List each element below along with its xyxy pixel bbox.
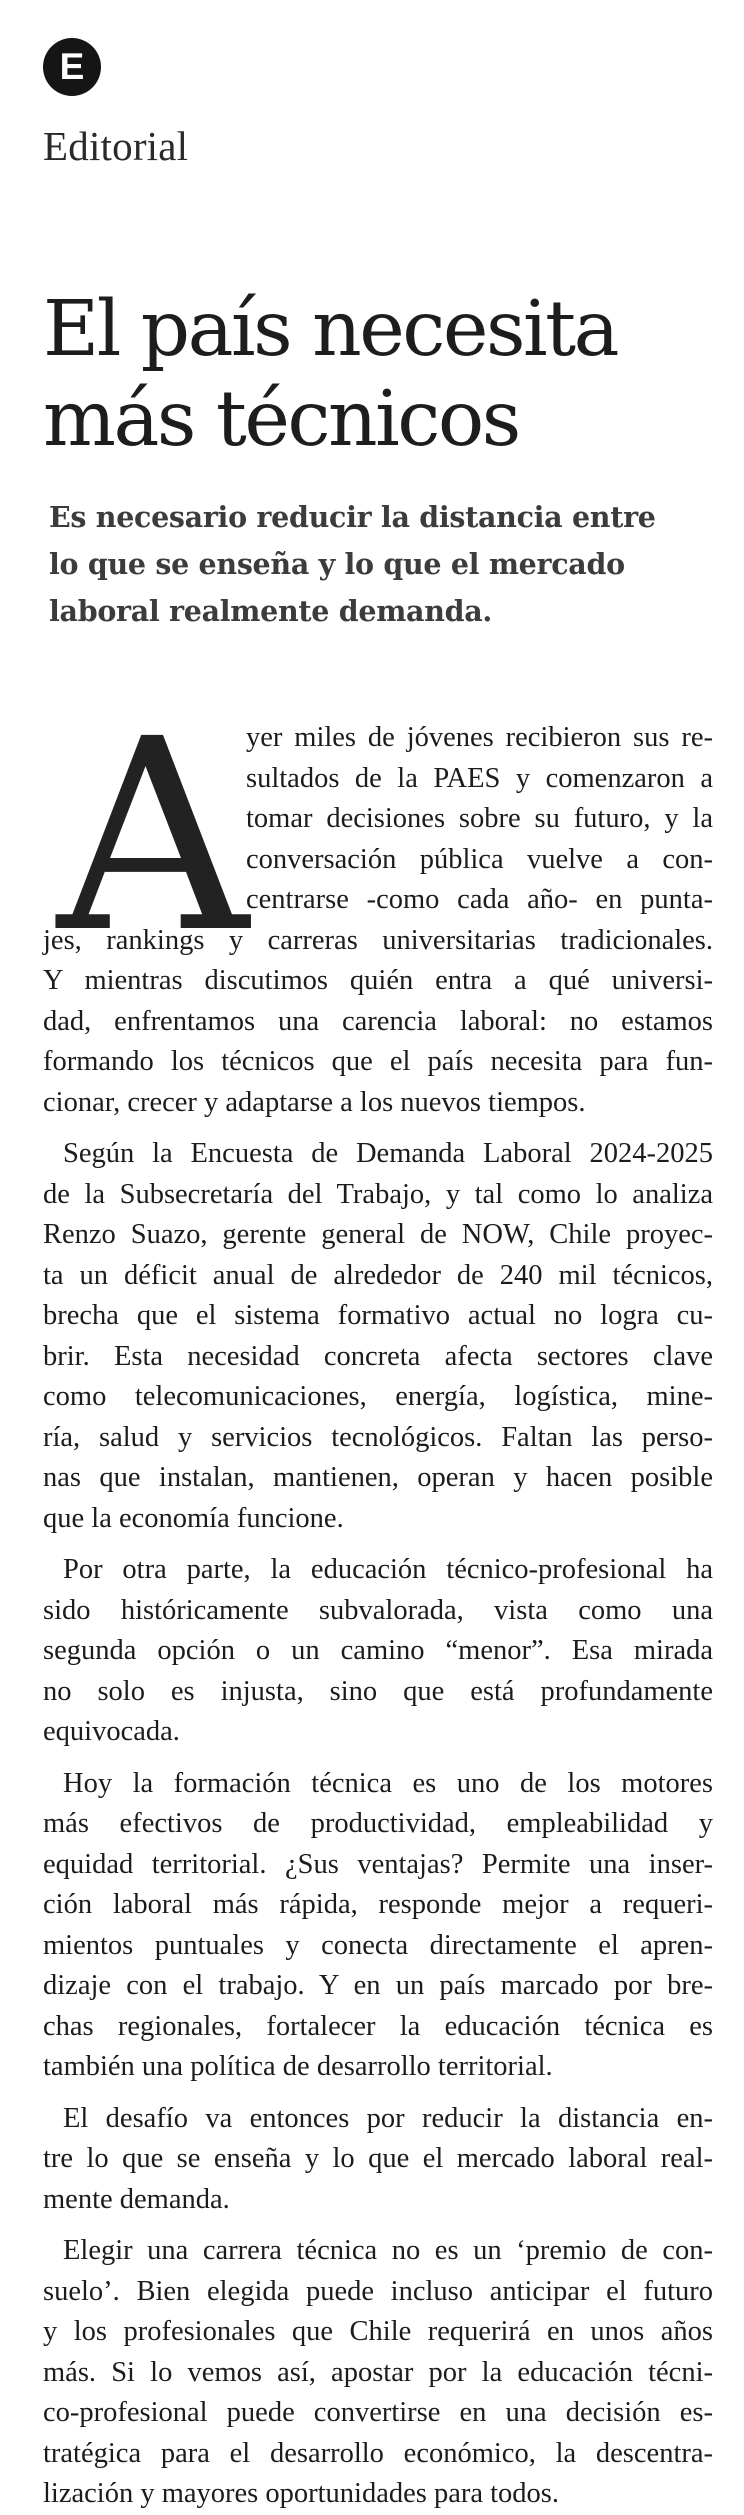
body-line: mente demanda. <box>43 2183 230 2215</box>
body-paragraph <box>43 1134 713 1539</box>
body-line: Según la Encuesta de Demanda Laboral 2024-2025 <box>63 1138 713 1169</box>
body-line: más efectivos de productividad, empleabilidad y <box>43 1808 713 1839</box>
body-line: tratégica para el desarrollo económico, la descentra- <box>43 2437 713 2469</box>
headline <box>43 285 723 465</box>
section-label: Editorial <box>43 123 189 169</box>
body-line: Y mientras discutimos quién entra a qué universi- <box>43 965 713 996</box>
body-line: y los profesionales que Chile requerirá en unos años <box>43 2316 713 2347</box>
body-line: centrarse -como cada año- en punta- <box>246 884 713 915</box>
drop-cap: A <box>57 683 249 991</box>
body-paragraph <box>43 2099 713 2221</box>
deck-subtitle <box>49 494 709 635</box>
deck-line: lo que se enseña y lo que el mercado <box>49 547 625 581</box>
body-line: chas regionales, fortalecer la educación técnica es <box>43 2010 713 2042</box>
body-line: mientos puntuales y conecta directamente el apren- <box>43 1929 713 1961</box>
body-line: brecha que el sistema formativo actual no logra cu- <box>43 1300 713 1331</box>
body-line: también una política de desarrollo territorial. <box>43 2051 553 2082</box>
body-line: equivocada. <box>43 1716 180 1747</box>
body-line: tre lo que se enseña y lo que el mercado laboral real- <box>43 2143 713 2174</box>
body-paragraph <box>43 1764 713 2088</box>
deck-line: Es necesario reducir la distancia entre <box>49 500 656 534</box>
body-line: sultados de la PAES y comenzaron a <box>246 762 713 794</box>
body-line: que la economía funcione. <box>43 1502 344 1534</box>
body-line: El desafío va entonces por reducir la distancia en- <box>63 2102 713 2134</box>
body-line: como telecomunicaciones, energía, logística, mine- <box>43 1381 713 1412</box>
body-line: segunda opción o un camino “menor”. Esa mirada <box>43 1635 713 1666</box>
body-line: ción laboral más rápida, responde mejor a requeri- <box>43 1889 713 1920</box>
body-paragraph <box>43 1550 713 1753</box>
headline-line: El país necesita <box>43 285 617 374</box>
headline-line: más técnicos <box>43 375 519 464</box>
body-line: cionar, crecer y adaptarse a los nuevos tiempos. <box>43 1086 586 1118</box>
body-line: sido históricamente subvalorada, vista como una <box>43 1594 713 1626</box>
body-line: lización y mayores oportunidades para todos. <box>43 2478 560 2509</box>
body-line: Hoy la formación técnica es uno de los motores <box>63 1767 713 1799</box>
body-line: de la Subsecretaría del Trabajo, y tal como lo analiza <box>43 1178 713 1210</box>
article-body <box>43 683 713 2515</box>
body-line: ría, salud y servicios tecnológicos. Faltan las perso- <box>43 1421 713 1453</box>
body-line: brir. Esta necesidad concreta afecta sectores clave <box>43 1340 713 1372</box>
body-line: suelo’. Bien elegida puede incluso anticipar el futuro <box>43 2275 713 2307</box>
body-line: Elegir una carrera técnica no es un ‘premio de con- <box>63 2235 713 2266</box>
body-line: Renzo Suazo, gerente general de NOW, Chile proyec- <box>43 1219 713 1250</box>
body-line: yer miles de jóvenes recibieron sus re- <box>246 722 713 753</box>
body-line: conversación pública vuelve a con- <box>246 843 713 875</box>
body-line: dad, enfrentamos una carencia laboral: no estamos <box>43 1005 713 1037</box>
body-line: co-profesional puede convertirse en una decisión es- <box>43 2397 713 2428</box>
body-line: equidad territorial. ¿Sus ventajas? Permite una inser- <box>43 1848 713 1880</box>
body-line: jes, rankings y carreras universitarias tradicionales. <box>43 924 713 956</box>
body-line: nas que instalan, mantienen, operan y hacen posible <box>43 1462 713 1493</box>
body-line: más. Si lo vemos así, apostar por la educación técni- <box>43 2356 713 2388</box>
deck-line: laboral realmente demanda. <box>49 594 493 628</box>
body-line: Por otra parte, la educación técnico-profesional ha <box>63 1554 713 1585</box>
body-line: no solo es injusta, sino que está profundamente <box>43 1675 713 1707</box>
body-line: tomar decisiones sobre su futuro, y la <box>246 803 713 834</box>
body-line: ta un déficit anual de alrededor de 240 mil técnicos, <box>43 1259 713 1291</box>
editorial-badge-icon: E <box>43 38 101 96</box>
body-line: dizaje con el trabajo. Y en un país marcado por bre- <box>43 1970 713 2001</box>
body-paragraph <box>43 2231 713 2515</box>
body-line: formando los técnicos que el país necesita para fun- <box>43 1046 713 1077</box>
